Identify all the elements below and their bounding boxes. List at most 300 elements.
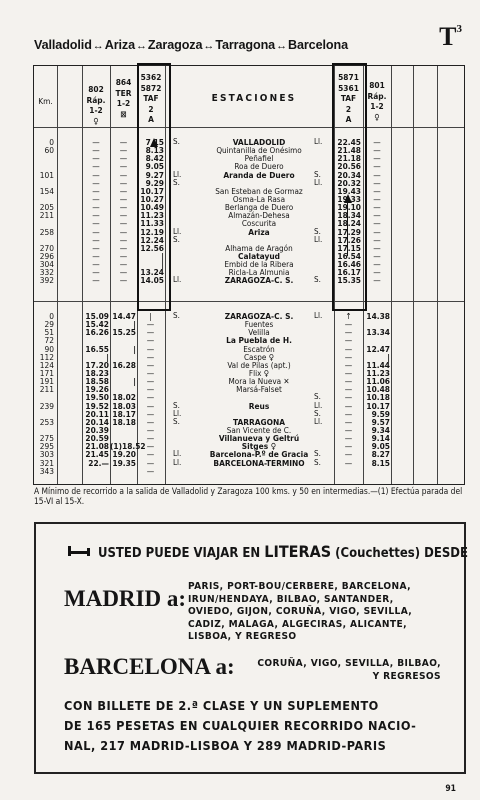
rest-icon: ♀ xyxy=(93,115,99,126)
train-801-column-2 xyxy=(363,312,390,467)
table-cell: — xyxy=(373,169,381,180)
table-cell xyxy=(173,203,181,211)
table-cell: — xyxy=(373,250,381,261)
station-name: San Esteban de Gormaz xyxy=(215,185,303,196)
table-cell: 101 xyxy=(39,169,54,180)
ad-intro xyxy=(68,542,468,561)
table-cell: — xyxy=(373,202,381,213)
table-cell xyxy=(173,328,181,336)
table-cell: — xyxy=(373,234,381,245)
table-cell: — xyxy=(373,259,381,270)
train-802-header xyxy=(82,84,110,126)
table-cell: — xyxy=(344,351,353,362)
table-cell xyxy=(110,426,136,434)
station-name: Alhama de Aragón xyxy=(225,242,293,253)
table-cell: — xyxy=(146,449,155,460)
route-city: Tarragona xyxy=(215,38,276,52)
table-cell: Ll. xyxy=(314,311,323,320)
page-code-letter: T xyxy=(439,22,457,51)
table-cell: — xyxy=(119,242,128,253)
station-name: ZARAGOZA-C. S. xyxy=(224,275,294,286)
table-cell: 20.11 xyxy=(85,408,109,419)
bed-icon xyxy=(68,546,90,556)
stations-header: ESTACIONES xyxy=(211,93,297,104)
table-cell xyxy=(173,260,181,268)
table-cell: 20.32 xyxy=(337,177,361,188)
table-cell xyxy=(173,336,181,344)
table-cell: Ll. xyxy=(314,234,323,244)
table-cell: — xyxy=(119,153,128,164)
table-cell: — xyxy=(119,169,128,180)
table-cell: 15.42 xyxy=(85,319,109,330)
table-cell: — xyxy=(146,433,155,444)
header-line: 2 xyxy=(345,103,352,114)
footer-line: DE 165 PESETAS EN CUALQUIER RECORRIDO NACIO- xyxy=(64,718,417,733)
station-name: Reus xyxy=(248,400,270,411)
table-cell: 9.57 xyxy=(371,416,390,427)
table-cell: S. xyxy=(173,400,180,410)
station-name: Barcelona-P.º de Gracia xyxy=(209,449,309,460)
table-cell: — xyxy=(119,218,128,229)
destination-line: CADIZ, MALAGA, ALGECIRAS, ALICANTE, xyxy=(188,618,407,630)
table-cell: 17.15 xyxy=(337,242,361,253)
table-cell xyxy=(173,244,181,252)
table-cell xyxy=(314,146,322,154)
table-cell xyxy=(314,211,322,219)
table-cell: S. xyxy=(314,449,321,459)
station-name: Aranda de Duero xyxy=(223,169,295,180)
table-cell: 11.44 xyxy=(366,359,390,370)
table-cell: — xyxy=(344,343,353,354)
header-line: Ráp. xyxy=(367,90,387,101)
table-cell: 9.34 xyxy=(371,424,390,435)
table-cell: 21.08 xyxy=(85,441,109,452)
table-cell: 9.29 xyxy=(145,177,164,188)
table-cell: Ll. xyxy=(173,226,182,236)
restaurant-icon: ⊠ xyxy=(120,108,127,119)
station-name: Roa de Duero xyxy=(234,161,284,172)
table-cell: 90 xyxy=(44,343,54,354)
header-line: 1-2 xyxy=(116,98,131,108)
table-cell: — xyxy=(373,275,381,286)
table-cell: 0 xyxy=(49,311,54,321)
table-cell: — xyxy=(119,185,128,196)
table-cell xyxy=(173,211,181,219)
table-cell: 154 xyxy=(39,185,54,196)
station-name: Mora la Nueva ✕ xyxy=(228,376,290,387)
station-name: Berlanga de Duero xyxy=(224,202,294,213)
station-name: Val de Pilas (apt.) xyxy=(227,359,291,370)
table-cell: 11.23 xyxy=(140,210,164,221)
table-cell: — xyxy=(146,441,155,452)
table-cell xyxy=(314,203,322,211)
table-cell: S. xyxy=(314,392,321,402)
table-cell: Ll. xyxy=(173,169,182,179)
station-name: Velilla xyxy=(248,327,270,338)
table-cell: 19.10 xyxy=(337,202,361,213)
table-cell: — xyxy=(92,226,100,237)
table-cell: — xyxy=(344,359,353,370)
table-cell: 239 xyxy=(39,400,54,411)
table-cell: 343 xyxy=(39,465,54,476)
timetable xyxy=(33,65,465,485)
table-cell: — xyxy=(92,169,100,180)
ad-intro-suffix: (Couchettes) DESDE xyxy=(335,546,468,561)
table-cell: 124 xyxy=(39,359,54,370)
table-cell: 15.35 xyxy=(337,275,361,286)
table-cell: 11.23 xyxy=(366,367,390,378)
table-cell: 10.27 xyxy=(140,193,164,204)
table-cell xyxy=(173,353,181,361)
table-cell: 392 xyxy=(39,275,54,286)
table-cell: — xyxy=(344,319,353,330)
table-cell: — xyxy=(92,177,100,188)
table-cell: — xyxy=(146,457,155,468)
barcelona-label: BARCELONA a: xyxy=(64,654,235,679)
arrow-line xyxy=(347,202,348,256)
station-name: Ariza xyxy=(248,226,270,237)
arrow-up-icon xyxy=(344,194,352,203)
table-cell: 9.05 xyxy=(371,441,390,452)
table-cell: — xyxy=(344,392,353,403)
table-cell: Ll. xyxy=(173,408,182,418)
route-arrow-icon: ↔ xyxy=(92,40,104,52)
table-cell: 14.05 xyxy=(140,275,164,286)
table-cell: | xyxy=(387,351,390,362)
table-cell: 191 xyxy=(39,376,54,387)
table-cell: 12.24 xyxy=(140,234,164,245)
grid-line xyxy=(391,66,392,484)
table-cell: — xyxy=(92,259,100,270)
table-cell: 22.— xyxy=(88,457,109,468)
table-cell: — xyxy=(92,267,100,278)
table-cell: — xyxy=(373,242,381,253)
table-cell: 13.24 xyxy=(140,267,164,278)
table-cell: 29 xyxy=(44,319,54,330)
table-cell: 10.17 xyxy=(366,400,390,411)
table-cell: 18.03 xyxy=(112,400,136,411)
table-cell: — xyxy=(119,145,128,156)
km-header: Km. xyxy=(38,96,53,106)
table-cell: 19.33 xyxy=(337,193,361,204)
table-cell: | xyxy=(133,343,136,354)
table-cell xyxy=(173,377,181,385)
table-cell: 16.17 xyxy=(337,267,361,278)
table-cell xyxy=(314,336,322,344)
table-cell: 18.34 xyxy=(337,210,361,221)
destination-line: IRUN/HENDAYA, BILBAO, SANTANDER, xyxy=(188,593,394,605)
train-801-column-1 xyxy=(363,138,391,285)
table-cell: 295 xyxy=(39,441,54,452)
table-cell xyxy=(314,320,322,328)
table-cell xyxy=(173,426,181,434)
table-cell xyxy=(314,345,322,353)
left-marks-1 xyxy=(173,138,181,285)
table-cell: 16.26 xyxy=(85,327,109,338)
station-name: Caspe ♀ xyxy=(243,351,275,362)
table-cell: 15.09 xyxy=(85,311,109,321)
table-cell: Ll. xyxy=(314,177,323,187)
table-cell: S. xyxy=(314,457,321,467)
table-cell: — xyxy=(146,384,155,395)
destination-line: Y REGRESOS xyxy=(372,670,441,682)
table-cell: — xyxy=(344,376,353,387)
table-cell: 21.45 xyxy=(85,449,109,460)
station-name: Quintanilla de Onésimo xyxy=(216,145,302,156)
table-cell: — xyxy=(373,153,381,164)
header-line: 801 xyxy=(369,80,385,90)
train-5871-column-2 xyxy=(334,312,363,467)
table-cell: 20.39 xyxy=(85,424,109,435)
table-cell: 19.43 xyxy=(337,185,361,196)
table-cell: 72 xyxy=(44,335,54,346)
table-cell: 17.20 xyxy=(85,359,109,370)
table-cell: S. xyxy=(173,177,180,187)
table-cell xyxy=(173,345,181,353)
table-cell: 15.25 xyxy=(112,327,136,338)
table-cell: — xyxy=(344,449,353,460)
table-cell: 10.48 xyxy=(366,384,390,395)
destination-line: CORUÑA, VIGO, SEVILLA, BILBAO, xyxy=(257,658,441,669)
table-cell: 60 xyxy=(44,145,54,156)
table-cell xyxy=(173,361,181,369)
table-cell: — xyxy=(373,226,381,237)
table-cell: 18.24 xyxy=(337,218,361,229)
table-cell: — xyxy=(92,145,100,156)
table-cell xyxy=(173,434,181,442)
table-cell: — xyxy=(92,234,100,245)
route-arrow-icon: ↔ xyxy=(203,40,215,52)
table-cell: 9.59 xyxy=(371,408,390,419)
table-cell: S. xyxy=(314,226,321,236)
table-cell xyxy=(314,361,322,369)
table-cell: — xyxy=(119,202,128,213)
table-cell: — xyxy=(344,327,353,338)
table-cell: — xyxy=(119,234,128,245)
table-cell: — xyxy=(344,457,353,468)
table-cell xyxy=(314,187,322,195)
page-code-number: 3 xyxy=(456,23,462,36)
table-cell: — xyxy=(344,424,353,435)
table-cell: 51 xyxy=(44,327,54,338)
table-cell: — xyxy=(119,193,128,204)
table-cell: — xyxy=(92,153,100,164)
table-cell: 18.18 xyxy=(112,416,136,427)
stations-list-2 xyxy=(184,312,334,467)
table-cell xyxy=(173,154,181,162)
header-line: TAF xyxy=(340,93,357,103)
table-cell: 19.52 xyxy=(85,400,109,411)
table-cell: — xyxy=(92,161,100,172)
table-cell: 17.26 xyxy=(337,234,361,245)
table-cell: — xyxy=(119,137,128,147)
station-name: Flix ♀ xyxy=(248,367,270,378)
table-cell: 20.56 xyxy=(337,161,361,172)
header-line: TAF xyxy=(143,93,159,103)
table-cell: — xyxy=(119,275,128,286)
table-cell xyxy=(34,154,54,162)
table-cell xyxy=(173,320,181,328)
route-city: Zaragoza xyxy=(147,38,203,52)
table-cell: 9.14 xyxy=(371,433,390,444)
table-cell: — xyxy=(92,218,100,229)
table-cell: 18.17 xyxy=(112,408,136,419)
table-cell xyxy=(314,353,322,361)
ad-intro-prefix: USTED PUEDE VIAJAR EN xyxy=(98,546,261,561)
grid-line xyxy=(413,66,414,484)
table-cell xyxy=(173,195,181,203)
header-line: 5362 xyxy=(140,72,162,82)
header-line: 5871 xyxy=(338,72,359,82)
table-cell: — xyxy=(92,210,100,221)
table-cell: — xyxy=(373,137,381,147)
table-cell xyxy=(314,369,322,377)
table-cell: 18.58 xyxy=(85,376,109,387)
table-cell: 21.18 xyxy=(337,153,361,164)
table-cell: 321 xyxy=(39,457,54,468)
table-cell: 19.35 xyxy=(112,457,136,468)
table-cell xyxy=(173,146,181,154)
route-arrow-icon: ↔ xyxy=(136,40,147,52)
station-name: Fuentes xyxy=(244,319,274,330)
arrow-up-icon xyxy=(150,138,158,147)
table-cell: 253 xyxy=(39,416,54,427)
table-cell: Ll. xyxy=(173,275,182,285)
table-cell: | xyxy=(161,250,164,261)
table-cell: 12.56 xyxy=(140,242,164,253)
table-cell: — xyxy=(146,408,155,419)
header-line: 1-2 xyxy=(89,105,103,115)
table-cell: — xyxy=(344,335,353,346)
table-cell: 8.42 xyxy=(145,153,164,164)
table-cell: 9.27 xyxy=(145,169,164,180)
table-cell xyxy=(314,328,322,336)
table-cell: 275 xyxy=(39,433,54,444)
table-cell: — xyxy=(146,465,155,476)
table-cell: 10.18 xyxy=(366,392,390,403)
header-line: 5872 xyxy=(140,82,162,93)
train-864-header xyxy=(110,77,137,119)
table-cell: 211 xyxy=(39,210,54,221)
table-cell: 12.47 xyxy=(366,343,390,354)
table-cell: — xyxy=(146,367,155,378)
table-cell xyxy=(110,369,136,377)
table-cell: — xyxy=(92,193,100,204)
madrid-label: MADRID a: xyxy=(64,586,187,611)
station-name: Peñafiel xyxy=(244,153,274,164)
left-marks-2 xyxy=(173,312,181,467)
header-line: 864 xyxy=(115,77,132,87)
train-864-column-1 xyxy=(110,138,137,285)
station-name: Marsá-Falset xyxy=(236,384,282,395)
table-cell xyxy=(173,252,181,260)
table-cell: 11.06 xyxy=(366,376,390,387)
km-column-1 xyxy=(34,138,54,285)
madrid-destinations xyxy=(188,581,412,644)
table-cell: 211 xyxy=(39,384,54,395)
station-name: Sitges ♀ xyxy=(241,441,277,452)
train-802-column-2 xyxy=(82,312,109,467)
table-cell xyxy=(314,154,322,162)
table-cell: — xyxy=(146,400,155,411)
table-cell: 20.34 xyxy=(337,169,361,180)
destination-line: PARIS, PORT-BOU/CERBERE, BARCELONA, xyxy=(188,581,412,592)
table-cell: — xyxy=(119,210,128,221)
table-cell: S. xyxy=(314,408,321,418)
station-name: Villanueva y Geltrú xyxy=(218,433,300,444)
table-cell: Ll. xyxy=(314,137,323,146)
route-city: Valladolid xyxy=(34,38,92,52)
train-5871-header xyxy=(334,72,363,125)
table-cell: — xyxy=(119,161,128,172)
table-cell: 8.15 xyxy=(371,457,390,468)
train-5362-header xyxy=(137,72,165,125)
table-cell: 10.49 xyxy=(140,202,164,213)
table-cell: 296 xyxy=(39,250,54,261)
header-line: A xyxy=(345,114,352,124)
table-cell: — xyxy=(119,259,128,270)
table-cell: Ll. xyxy=(314,416,323,426)
table-cell: Ll. xyxy=(173,457,182,467)
table-cell: — xyxy=(344,367,353,378)
km-column-2 xyxy=(34,312,54,475)
table-cell: — xyxy=(373,145,381,156)
table-cell: S. xyxy=(314,275,321,285)
table-cell: 21.48 xyxy=(337,145,361,156)
table-cell: 13.34 xyxy=(366,327,390,338)
footnote: A Mínimo de recorrido a la salida de Valladolid y Zaragoza 100 kms. y 50 en intermedias.—(1) Efectúa parada del 15-VI al 15-X. xyxy=(34,486,463,506)
table-cell: (1)18.52 xyxy=(110,441,146,452)
table-cell: 304 xyxy=(39,259,54,270)
table-cell: 112 xyxy=(39,351,54,362)
table-cell: — xyxy=(146,424,155,435)
table-cell: Ll. xyxy=(173,449,182,459)
table-cell xyxy=(314,434,322,442)
table-cell: S. xyxy=(173,416,180,426)
table-cell: 16.55 xyxy=(85,343,109,354)
table-cell xyxy=(110,336,136,344)
station-name: Almazán-Dehesa xyxy=(228,210,290,221)
station-name: Coscurita xyxy=(241,218,277,229)
table-cell xyxy=(173,385,181,393)
table-cell: — xyxy=(344,416,353,427)
header-line: 1-2 xyxy=(370,101,384,111)
header-line: A xyxy=(148,114,154,124)
table-cell: — xyxy=(146,351,155,362)
table-cell xyxy=(314,252,322,260)
table-cell: 332 xyxy=(39,267,54,278)
table-cell: — xyxy=(344,384,353,395)
table-cell: — xyxy=(92,242,100,253)
table-cell: — xyxy=(373,218,381,229)
route-city: Barcelona xyxy=(287,38,348,52)
table-cell: — xyxy=(119,250,128,261)
table-cell: 0 xyxy=(49,137,54,147)
table-cell xyxy=(314,244,322,252)
table-cell: 18.02 xyxy=(112,392,136,403)
table-cell: 270 xyxy=(39,242,54,253)
barcelona-destinations xyxy=(241,658,441,683)
station-name: Calatayud xyxy=(238,250,280,261)
table-cell: 18.23 xyxy=(85,367,109,378)
table-cell: S. xyxy=(173,234,180,244)
station-name: Escatrón xyxy=(243,343,275,354)
table-cell: | xyxy=(133,319,136,330)
table-cell: — xyxy=(344,441,353,452)
table-cell: — xyxy=(373,185,381,196)
table-cell xyxy=(314,377,322,385)
train-864-column-2 xyxy=(110,311,146,468)
